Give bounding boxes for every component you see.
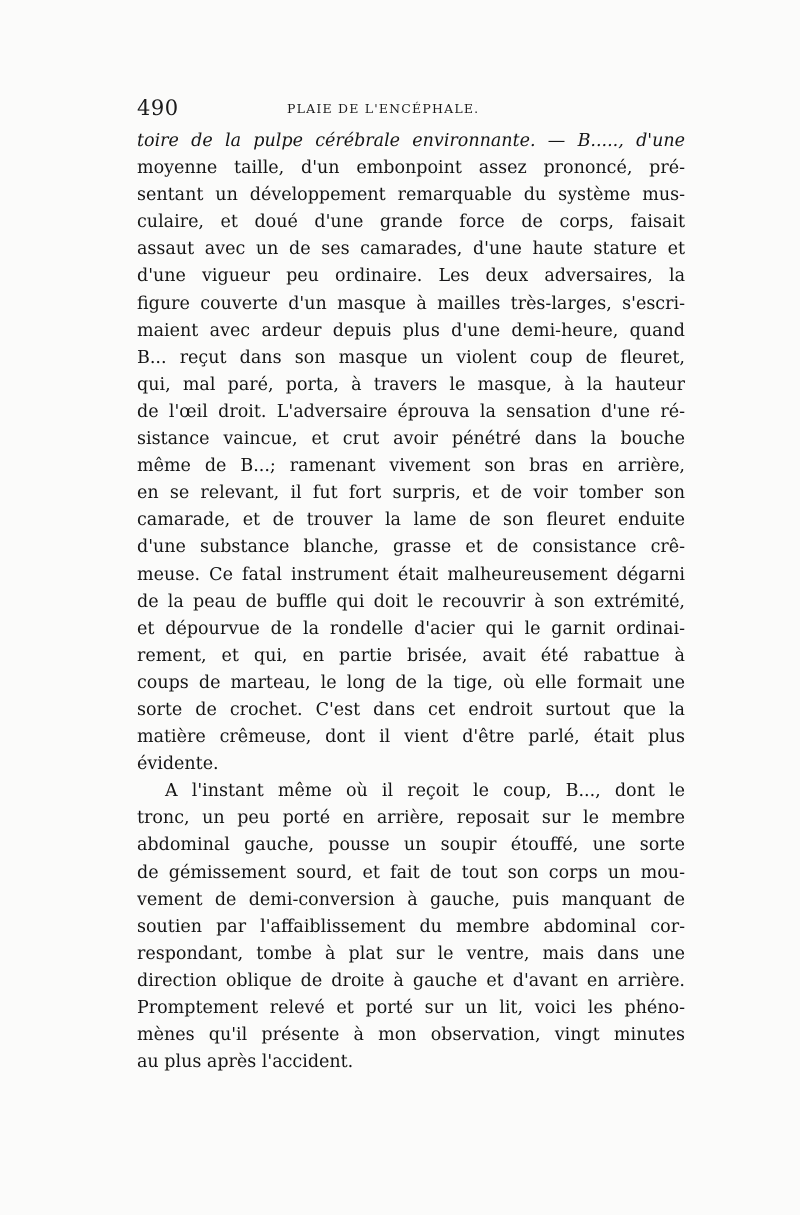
text-line: toire de la pulpe cérébrale environnante. — B....., d'une xyxy=(137,131,685,151)
text-line: coups de marteau, le long de la tige, où elle formait une xyxy=(137,672,685,693)
text-line: qui, mal paré, porta, à travers le masque, à la hauteur xyxy=(137,374,685,395)
text-line: de l'œil droit. L'adversaire éprouva la sensation d'une ré- xyxy=(137,401,685,422)
page-header xyxy=(137,96,697,126)
text-line: matière crêmeuse, dont il vient d'être parlé, était plus xyxy=(137,727,685,748)
text-line: en se relevant, il fut fort surpris, et de voir tomber son xyxy=(137,483,685,504)
text-line: maient avec ardeur depuis plus d'une demi-heure, quand xyxy=(137,320,685,341)
page-number: 490 xyxy=(137,96,179,120)
text-line: et dépourvue de la rondelle d'acier qui le garnit ordinai- xyxy=(137,618,685,639)
text-line: rement, et qui, en partie brisée, avait été rabattue à xyxy=(137,645,685,666)
paragraph-start-line: A l'instant même où il reçoit le coup, B..., dont le xyxy=(165,781,685,802)
body-text xyxy=(137,128,685,1076)
text-line: respondant, tombe à plat sur le ventre, mais dans une xyxy=(137,943,685,964)
text-line: meuse. Ce fatal instrument était malheureusement dégarni xyxy=(137,564,685,585)
text-line: sorte de crochet. C'est dans cet endroit surtout que la xyxy=(137,699,685,720)
text-line: d'une substance blanche, grasse et de consistance crê- xyxy=(137,537,685,558)
running-title: PLAIE DE L'ENCÉPHALE. xyxy=(287,101,480,116)
paragraph-end-line: évidente. xyxy=(137,754,219,775)
text-line: B... reçut dans son masque un violent coup de fleuret, xyxy=(137,347,685,368)
text-line: culaire, et doué d'une grande force de corps, faisait xyxy=(137,212,685,233)
text-line: moyenne taille, d'un embonpoint assez prononcé, pré- xyxy=(137,158,685,179)
text-line: d'une vigueur peu ordinaire. Les deux adversaires, la xyxy=(137,266,685,287)
paragraph-end-line: au plus après l'accident. xyxy=(137,1052,354,1073)
text-line: vement de demi-conversion à gauche, puis manquant de xyxy=(137,889,685,910)
text-line: mènes qu'il présente à mon observation, vingt minutes xyxy=(137,1025,685,1046)
text-line: tronc, un peu porté en arrière, reposait sur le membre xyxy=(137,808,685,829)
text-line: de gémissement sourd, et fait de tout son corps un mou- xyxy=(137,862,685,883)
text-line: sentant un développement remarquable du système mus- xyxy=(137,185,685,206)
text-line: camarade, et de trouver la lame de son fleuret enduite xyxy=(137,510,685,531)
text-line: même de B...; ramenant vivement son bras en arrière, xyxy=(137,456,685,477)
text-line: assaut avec un de ses camarades, d'une haute stature et xyxy=(137,239,685,260)
text-line: figure couverte d'un masque à mailles très-larges, s'escri- xyxy=(137,293,685,314)
text-line: de la peau de buffle qui doit le recouvrir à son extrémité, xyxy=(137,591,685,612)
text-line: Promptement relevé et porté sur un lit, voici les phéno- xyxy=(137,998,685,1018)
text-line: abdominal gauche, pousse un soupir étouffé, une sorte xyxy=(137,835,685,856)
text-line: direction oblique de droite à gauche et d'avant en arrière. xyxy=(137,970,685,991)
text-line: soutien par l'affaiblissement du membre abdominal cor- xyxy=(137,916,685,937)
text-line: sistance vaincue, et crut avoir pénétré dans la bouche xyxy=(137,429,685,450)
